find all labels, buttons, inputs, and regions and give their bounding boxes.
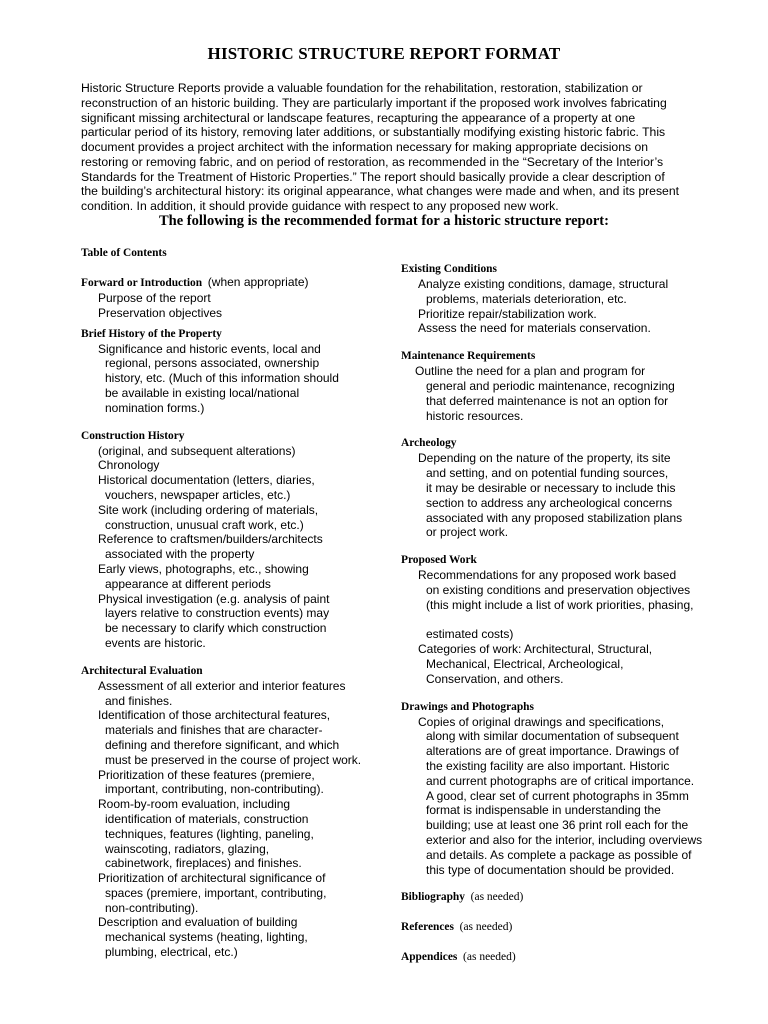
section-line: cabinetwork, fireplaces) and finishes.	[105, 856, 302, 871]
section-line: A good, clear set of current photographs in 35mm	[426, 788, 689, 803]
section-heading: Proposed Work	[401, 554, 477, 567]
section-line: spaces (premiere, important, contributing,	[105, 885, 327, 900]
section-line: and setting, and on potential funding sources,	[426, 466, 669, 481]
section-heading-row	[401, 920, 741, 935]
intro-line: Standards for the Treatment of Historic Properties.” The report should basically provide a clear description of	[81, 169, 665, 184]
section-existing-conditions	[401, 262, 741, 336]
section-heading: Brief History of the Property	[81, 327, 222, 340]
section-line: Prioritization of architectural significance of	[98, 871, 326, 886]
section-line: Reference to craftsmen/builders/architects	[98, 532, 323, 547]
section-line: appearance at different periods	[105, 576, 271, 591]
section-line: vouchers, newspaper articles, etc.)	[105, 487, 291, 502]
section-heading: Existing Conditions	[401, 263, 497, 275]
section-line: and current photographs are of critical importance.	[426, 773, 695, 788]
section-heading: Archeology	[401, 437, 457, 450]
section-heading: Architectural Evaluation	[81, 664, 203, 677]
section-line: Site work (including ordering of materials,	[98, 502, 319, 517]
section-line: wainscoting, radiators, glazing,	[105, 841, 270, 856]
section-line: (original, and subsequent alterations)	[98, 443, 296, 458]
section-line: must be preserved in the course of project work.	[105, 752, 362, 767]
section-note: (as needed)	[463, 951, 516, 964]
section-line: it may be desirable or necessary to include this	[426, 480, 676, 495]
section-note: (as needed)	[459, 921, 513, 934]
section-line: format is indispensable in understanding the	[426, 803, 661, 818]
section-drawings-photographs	[401, 700, 741, 878]
section-line: Purpose of the report	[98, 291, 211, 305]
section-appendices	[401, 950, 741, 965]
section-line: Early views, photographs, etc., showing	[98, 561, 309, 576]
section-line: Depending on the nature of the property, its site	[418, 451, 671, 466]
section-line: Prioritize repair/stabilization work.	[418, 306, 597, 321]
section-brief-history	[81, 327, 381, 416]
section-heading: References	[401, 921, 454, 934]
intro-line: the building’s architectural history: its original appearance, what changes were made and when, and its present	[81, 184, 679, 199]
section-line: the existing facility are also important. Historic	[426, 758, 670, 773]
section-line: along with similar documentation of subsequent	[426, 729, 679, 744]
section-line: building; use at least one 36 print roll each for the	[426, 818, 689, 833]
intro-line: restoring or removing fabric, and on period of restoration, as recommended in the “Secretary of the Interior’s	[81, 154, 664, 169]
section-heading-row	[401, 890, 741, 905]
section-line: Mechanical, Electrical, Archeological,	[426, 656, 624, 671]
section-line: associated with the property	[105, 547, 255, 562]
left-column	[81, 246, 381, 960]
section-table-of-contents	[81, 246, 381, 261]
intro-line: reconstruction of an historic building. They are particularly important if the proposed work involves fabricating	[81, 95, 667, 110]
section-line: defining and therefore significant, and which	[105, 737, 340, 752]
section-maintenance-requirements	[401, 349, 741, 423]
section-line: events are historic.	[105, 635, 206, 650]
section-line: that deferred maintenance is not an option for	[426, 393, 669, 408]
section-line-blank	[401, 613, 741, 628]
section-heading-row	[81, 275, 381, 291]
section-heading: Forward or Introduction	[81, 277, 203, 289]
section-line: Room-by-room evaluation, including	[98, 797, 291, 812]
section-line: techniques, features (lighting, paneling,	[105, 826, 314, 841]
section-line: Assess the need for materials conservation.	[418, 321, 651, 336]
section-line: Significance and historic events, local and	[98, 341, 321, 356]
section-line: associated with any proposed stabilization plans	[426, 510, 683, 525]
section-line: problems, materials deterioration, etc.	[426, 291, 627, 306]
section-line: Chronology	[98, 458, 160, 473]
section-line: (this might include a list of work priorities, phasing,	[426, 597, 694, 612]
section-line: exterior and also for the interior, including overviews	[426, 832, 703, 847]
section-line: general and periodic maintenance, recognizing	[426, 378, 675, 393]
section-line: Description and evaluation of building	[98, 915, 298, 930]
section-line: materials and finishes that are character-	[105, 723, 323, 738]
intro-line: significant missing architectural or landscape features, recapturing the appearance of a property at one	[81, 110, 636, 125]
section-line: non-contributing).	[105, 900, 199, 915]
section-heading: Appendices	[401, 951, 458, 964]
section-line: construction, unusual craft work, etc.)	[105, 517, 304, 532]
section-heading: Maintenance Requirements	[401, 350, 536, 363]
section-line: mechanical systems (heating, lighting,	[105, 930, 308, 945]
section-note: (when appropriate)	[207, 275, 309, 289]
section-line: Historical documentation (letters, diaries,	[98, 473, 315, 488]
section-line: layers relative to construction events) may	[105, 606, 330, 621]
section-line: Outline the need for a plan and program for	[415, 364, 646, 379]
section-line: Copies of original drawings and specifications,	[418, 714, 665, 729]
section-heading: Construction History	[81, 429, 185, 442]
section-heading: Bibliography	[401, 891, 465, 904]
section-proposed-work	[401, 553, 741, 686]
section-line: alterations are of great importance. Drawings of	[426, 744, 679, 759]
section-line: Analyze existing conditions, damage, structural	[418, 277, 669, 291]
section-line: Preservation objectives	[98, 305, 223, 320]
section-line: be available in existing local/national	[105, 385, 300, 400]
section-heading: Table of Contents	[81, 247, 167, 259]
section-line: this type of documentation should be provided.	[426, 862, 675, 877]
section-construction-history	[81, 429, 381, 651]
section-line: on existing conditions and preservation objectives	[426, 582, 691, 597]
section-line: and details. As complete a package as possible of	[426, 847, 692, 862]
section-forward	[81, 275, 381, 321]
section-references	[401, 920, 741, 935]
section-line: important, contributing, non-contributing).	[105, 782, 324, 797]
section-heading: Drawings and Photographs	[401, 700, 534, 713]
section-line: and finishes.	[105, 693, 173, 708]
section-bibliography	[401, 890, 741, 905]
format-lead-heading: The following is the recommended format for a historic structure report:	[159, 213, 609, 229]
section-line: be necessary to clarify which construction	[105, 621, 327, 636]
section-architectural-evaluation	[81, 664, 381, 960]
section-line: Categories of work: Architectural, Structural,	[418, 642, 653, 657]
section-line: or project work.	[426, 525, 509, 540]
section-line: Physical investigation (e.g. analysis of paint	[98, 591, 330, 606]
intro-line: particular period of its history, removing later additions, or substantially modifying existing historic fabric. This	[81, 125, 666, 140]
right-column	[401, 262, 741, 965]
section-line: plumbing, electrical, etc.)	[105, 945, 238, 960]
intro-line: document provides a project architect with the information necessary for making appropriate decisions on	[81, 140, 649, 154]
document-title: HISTORIC STRUCTURE REPORT FORMAT	[207, 44, 561, 63]
section-line: Conservation, and others.	[426, 671, 564, 686]
section-heading-row	[401, 950, 741, 965]
intro-line: condition. In addition, it should provide guidance with respect to any proposed new work.	[81, 199, 559, 213]
section-archeology	[401, 436, 741, 540]
section-line: estimated costs)	[426, 627, 514, 642]
section-line: Identification of those architectural features,	[98, 708, 331, 723]
section-line: regional, persons associated, ownership	[105, 356, 320, 371]
section-line: historic resources.	[426, 408, 524, 423]
section-line: Assessment of all exterior and interior features	[98, 678, 346, 693]
section-line: Recommendations for any proposed work based	[418, 568, 677, 583]
section-line: identification of materials, construction	[105, 811, 309, 826]
section-line: section to address any archeological concerns	[426, 495, 673, 510]
section-line: Prioritization of these features (premiere,	[98, 767, 315, 782]
intro-paragraph	[81, 81, 721, 214]
intro-line: Historic Structure Reports provide a valuable foundation for the rehabilitation, restoration, stabilization or	[81, 81, 643, 95]
section-line: history, etc. (Much of this information should	[105, 371, 339, 386]
section-note: (as needed)	[470, 891, 524, 904]
section-line: nomination forms.)	[105, 400, 205, 415]
